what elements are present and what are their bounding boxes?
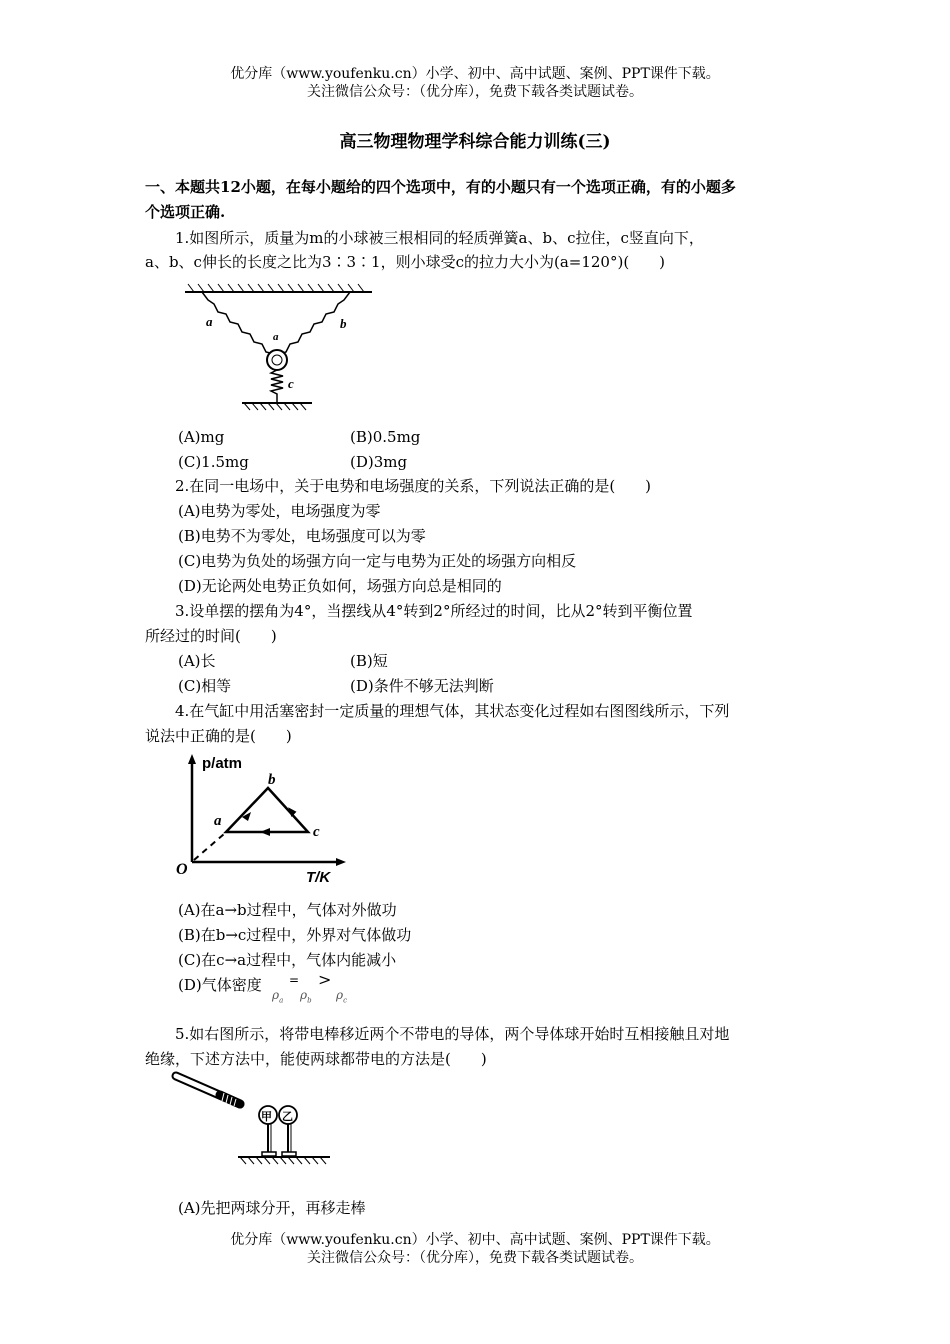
q1-line-2: a、b、c伸长的长度之比为3∶3∶1，则小球受c的拉力大小为(a=120°)( ): [145, 253, 666, 271]
q2-option-b: (B)电势不为零处，电场强度可以为零: [178, 527, 426, 545]
q5-option-a: (A)先把两球分开，再移走棒: [178, 1199, 366, 1217]
q3-option-b: (B)短: [350, 652, 388, 670]
q2-option-a: (A)电势为零处，电场强度为零: [178, 502, 381, 520]
point-c-label: c: [313, 824, 320, 840]
header-line-2: 关注微信公众号：（优分库），免费下载各类试题试卷。: [307, 84, 643, 100]
q2-option-c: (C)电势为负处的场强方向一定与电势为正处的场强方向相反: [178, 552, 577, 570]
rho-a: $\rho_a$: [272, 988, 284, 1005]
q3-option-d: (D)条件不够无法判断: [350, 677, 494, 695]
ball-jia-label: 甲: [261, 1110, 272, 1123]
q1-option-c: (C)1.5mg: [178, 453, 249, 471]
q4-line-1: 4.在气缸中用活塞密封一定质量的理想气体，其状态变化过程如右图图线所示，下列: [175, 702, 730, 720]
q4-line-2: 说法中正确的是( ): [145, 727, 292, 745]
q2-option-d: (D)无论两处电势正负如何，场强方向总是相同的: [178, 577, 502, 595]
q4-option-c: (C)在c→a过程中，气体内能减小: [178, 951, 397, 969]
x-axis-label: T/K: [306, 869, 331, 886]
q1-option-d: (D)3mg: [350, 453, 408, 471]
q4-option-d: (D)气体密度: [178, 976, 262, 994]
equals-sign: =: [289, 973, 300, 987]
angle-label: a: [273, 331, 279, 343]
charged-rod-figure: [170, 1068, 340, 1168]
spring-c-label: c: [288, 376, 294, 391]
q3-line-2: 所经过的时间( ): [145, 627, 277, 645]
greater-than-sign: >: [318, 970, 332, 989]
spring-figure: [180, 282, 380, 412]
q4-option-a: (A)在a→b过程中，气体对外做功: [178, 901, 397, 919]
y-axis-label: p/atm: [202, 755, 243, 772]
spring-b-label: b: [340, 316, 347, 331]
q1-line-1: 1.如图所示，质量为m的小球被三根相同的轻质弹簧a、b、c拉住，c竖直向下，: [175, 229, 704, 247]
header-line-1: 优分库（www.youfenku.cn）小学、初中、高中试题、案例、PPT课件下载。: [230, 66, 720, 82]
q1-option-b: (B)0.5mg: [350, 428, 421, 446]
section-line-1: 一、本题共12小题，在每小题给的四个选项中，有的小题只有一个选项正确，有的小题多: [145, 178, 736, 196]
spring-a-label: a: [206, 314, 213, 329]
rho-c: $\rho_c$: [336, 988, 347, 1005]
rho-b: $\rho_b$: [300, 988, 312, 1005]
footer-line-2: 关注微信公众号：（优分库），免费下载各类试题试卷。: [307, 1250, 643, 1266]
q3-option-a: (A)长: [178, 652, 216, 670]
point-b-label: b: [268, 772, 276, 788]
ball-yi-label: 乙: [282, 1110, 293, 1123]
point-a-label: a: [214, 813, 222, 829]
q5-line-2: 绝缘，下述方法中，能使两球都带电的方法是( ): [145, 1050, 487, 1068]
q2-line-1: 2.在同一电场中，关于电势和电场强度的关系，下列说法正确的是( ): [175, 477, 652, 495]
pt-graph-figure: [172, 750, 352, 888]
origin-label: O: [176, 861, 188, 878]
page-title: 高三物理物理学科综合能力训练(三): [339, 132, 611, 152]
q3-option-c: (C)相等: [178, 677, 232, 695]
q3-line-1: 3.设单摆的摆角为4°，当摆线从4°转到2°所经过的时间，比从2°转到平衡位置: [175, 602, 693, 620]
footer-line-1: 优分库（www.youfenku.cn）小学、初中、高中试题、案例、PPT课件下载。: [230, 1232, 720, 1248]
q4-option-b: (B)在b→c过程中，外界对气体做功: [178, 926, 412, 944]
q1-option-a: (A)mg: [178, 428, 225, 446]
section-line-2: 个选项正确.: [145, 203, 226, 221]
q5-line-1: 5.如右图所示，将带电棒移近两个不带电的导体，两个导体球开始时互相接触且对地: [175, 1025, 730, 1043]
